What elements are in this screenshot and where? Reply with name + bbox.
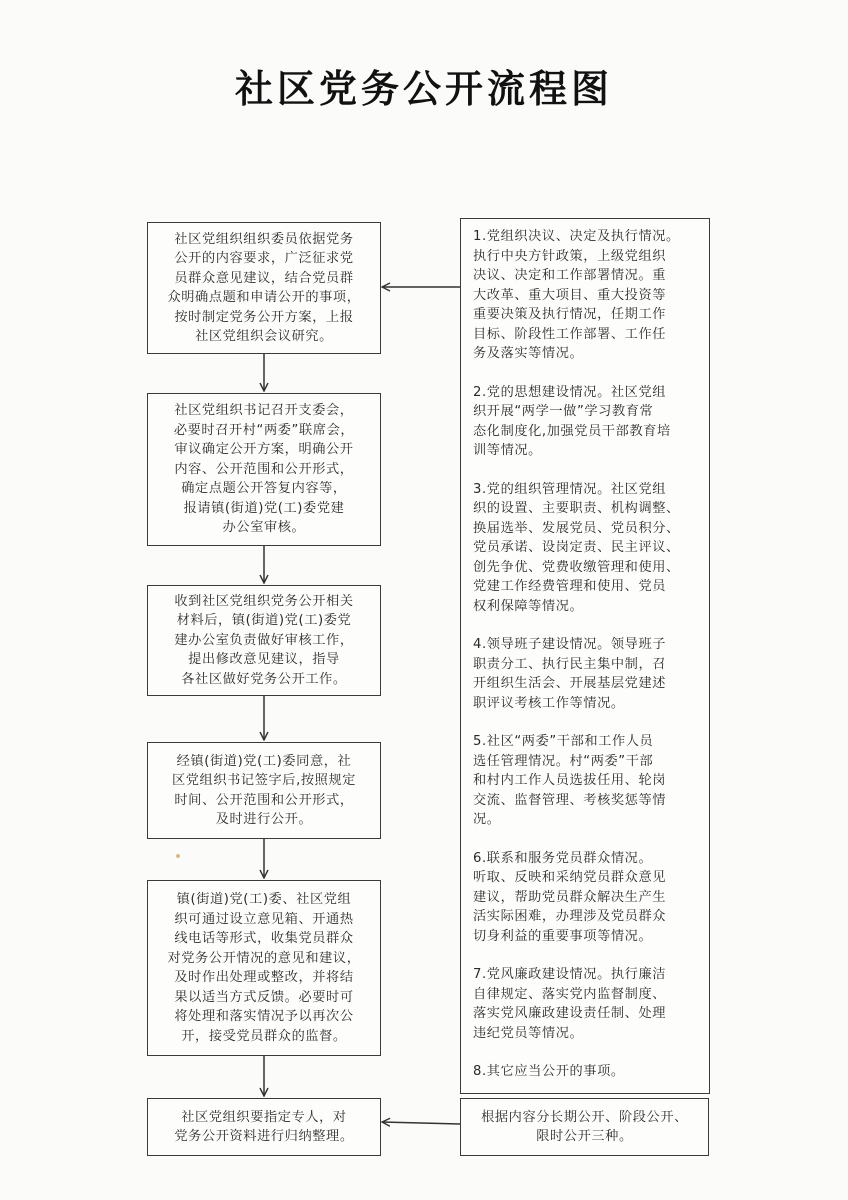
flow-step-text: 社区党组织组织委员依据党务 公开的内容要求，广泛征求党 员群众意见建议，结合党员群 众明确点题和申请公开的事项， 按时制定党务公开方案，上报 社区党组织会议研究。 <box>167 231 361 344</box>
flow-step-5 <box>147 880 381 1056</box>
content-item-5: 5.社区“两委”干部和工作人员 选任管理情况。村“两委”干部 和村内工作人员选拔任用、轮岗 交流、监督管理、考核奖惩等情 况。 <box>473 734 667 827</box>
flow-step-text: 镇(街道)党(工)委、社区党组 织可通过设立意见箱、开通热 线电话等形式，收集党员群众 对党务公开情况的意见和建议， 及时作出处理或整改，并将结 果以适当方式反馈。必要时可 将处理和落实情况予以再次公 开，接受党员群众的监督。 <box>167 892 361 1044</box>
flow-step-4 <box>147 742 381 839</box>
content-item-8: 8.其它应当公开的事项。 <box>473 1064 625 1079</box>
flow-step-text: 经镇(街道)党(工)委同意，社 区党组织书记签字后,按照规定 时间、公开范围和公开形式， 及时进行公开。 <box>171 753 357 827</box>
flow-step-3 <box>147 585 381 696</box>
flow-step-text: 社区党组织要指定专人，对 党务公开资料进行归纳整理。 <box>174 1109 354 1144</box>
content-item-4: 4.领导班子建设情况。领导班子 职责分工、执行民主集中制，召 开组织生活会、开展基层党建述 职评议考核工作等情况。 <box>473 637 667 711</box>
content-item-1: 1.党组织决议、决定及执行情况。 执行中央方针政策，上级党组织 决议、决定和工作部署情况。重 大改革、重大项目、重大投资等 重要决策及执行情况，任期工作 目标、阶段性工作部署、工作任 务及落实等情况。 <box>473 229 680 361</box>
publication-types-text: 根据内容分长期公开、阶段公开、 限时公开三种。 <box>481 1109 688 1144</box>
flow-step-2 <box>147 393 381 546</box>
arrow-types-to-step6 <box>382 1122 460 1124</box>
flow-step-1 <box>147 222 381 354</box>
page-title: 社区党务公开流程图 <box>234 67 613 111</box>
scan-speck <box>176 854 180 858</box>
content-item-6: 6.联系和服务党员群众情况。 听取、反映和采纳党员群众意见 建议，帮助党员群众解决生产生 活实际困难，办理涉及党员群众 切身利益的重要事项等情况。 <box>473 850 667 944</box>
flow-step-6 <box>147 1098 381 1156</box>
flow-step-text: 收到社区党组织党务公开相关 材料后，镇(街道)党(工)委党 建办公室负责做好审核工作， 提出修改意见建议，指导 各社区做好党务公开工作。 <box>174 593 354 687</box>
content-item-2: 2.党的思想建设情况。社区党组 织开展“两学一做”学习教育常 态化制度化,加强党员干部教育培 训等情况。 <box>473 384 671 458</box>
publication-types-box <box>460 1098 709 1156</box>
flow-step-text: 社区党组织书记召开支委会， 必要时召开村“两委”联席会， 审议确定公开方案，明确公开 内容、公开范围和公开形式， 确定点题公开答复内容等， 报请镇(街道)党(工)委党建 办公室审核。 <box>173 403 355 536</box>
content-item-3: 3.党的组织管理情况。社区党组 织的设置、主要职责、机构调整、 换届选举、发展党员、党员积分、 党员承诺、设岗定责、民主评议、 创先争优、党费收缴管理和使用、 党建工作经费管理和使用、党员 权利保障等情况。 <box>473 481 680 614</box>
content-item-7: 7.党风廉政建设情况。执行廉洁 自律规定、落实党内监督制度、 落实党风廉政建设责任制、处理 违纪党员等情况。 <box>473 967 667 1041</box>
disclosure-content-list <box>460 218 710 1094</box>
